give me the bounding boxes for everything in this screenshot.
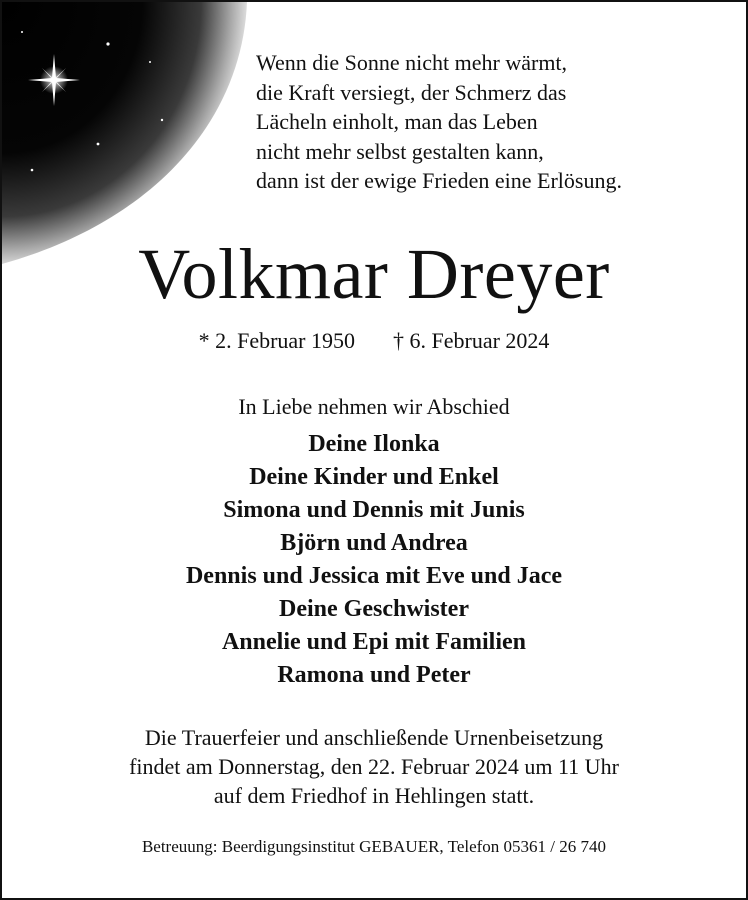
birth-date: * 2. Februar 1950 — [198, 328, 355, 353]
death-date: † 6. Februar 2024 — [393, 328, 550, 353]
poem-line: dann ist der ewige Frieden eine Erlösung. — [256, 168, 622, 193]
poem-line: nicht mehr selbst gestalten kann, — [256, 138, 544, 164]
mourner-line: Ramona und Peter — [277, 662, 471, 688]
mourner-line: Simona und Dennis mit Junis — [223, 497, 525, 523]
ceremony-line: auf dem Friedhof in Hehlingen statt. — [213, 783, 535, 808]
farewell-intro: In Liebe nehmen wir Abschied — [238, 394, 510, 419]
ceremony-line: findet am Donnerstag, den 22. Februar 2024 um 11 Uhr — [129, 754, 619, 779]
poem-line: Wenn die Sonne nicht mehr wärmt, — [256, 50, 568, 75]
mourner-line: Deine Geschwister — [279, 596, 469, 622]
poem-line: die Kraft versiegt, der Schmerz das — [256, 79, 567, 105]
poem — [256, 48, 622, 196]
mourner-line: Deine Kinder und Enkel — [249, 464, 499, 490]
life-dates — [2, 327, 746, 355]
deceased-name: Volkmar Dreyer — [138, 234, 610, 314]
funeral-home-credit: Betreuung: Beerdigungsinstitut GEBAUER, Telefon 05361 / 26 740 — [141, 837, 607, 856]
mourner-line: Dennis und Jessica mit Eve und Jace — [185, 563, 563, 589]
mourner-line: Annelie und Epi mit Familien — [221, 629, 527, 655]
ceremony-line: Die Trauerfeier und anschließende Urnenbeisetzung — [144, 725, 604, 750]
poem-line: Lächeln einholt, man das Leben — [256, 109, 538, 134]
mourner-line: Björn und Andrea — [280, 530, 468, 556]
ceremony-info — [2, 723, 746, 810]
mourner-line: Deine Ilonka — [308, 431, 440, 457]
mourners-list — [2, 428, 746, 692]
